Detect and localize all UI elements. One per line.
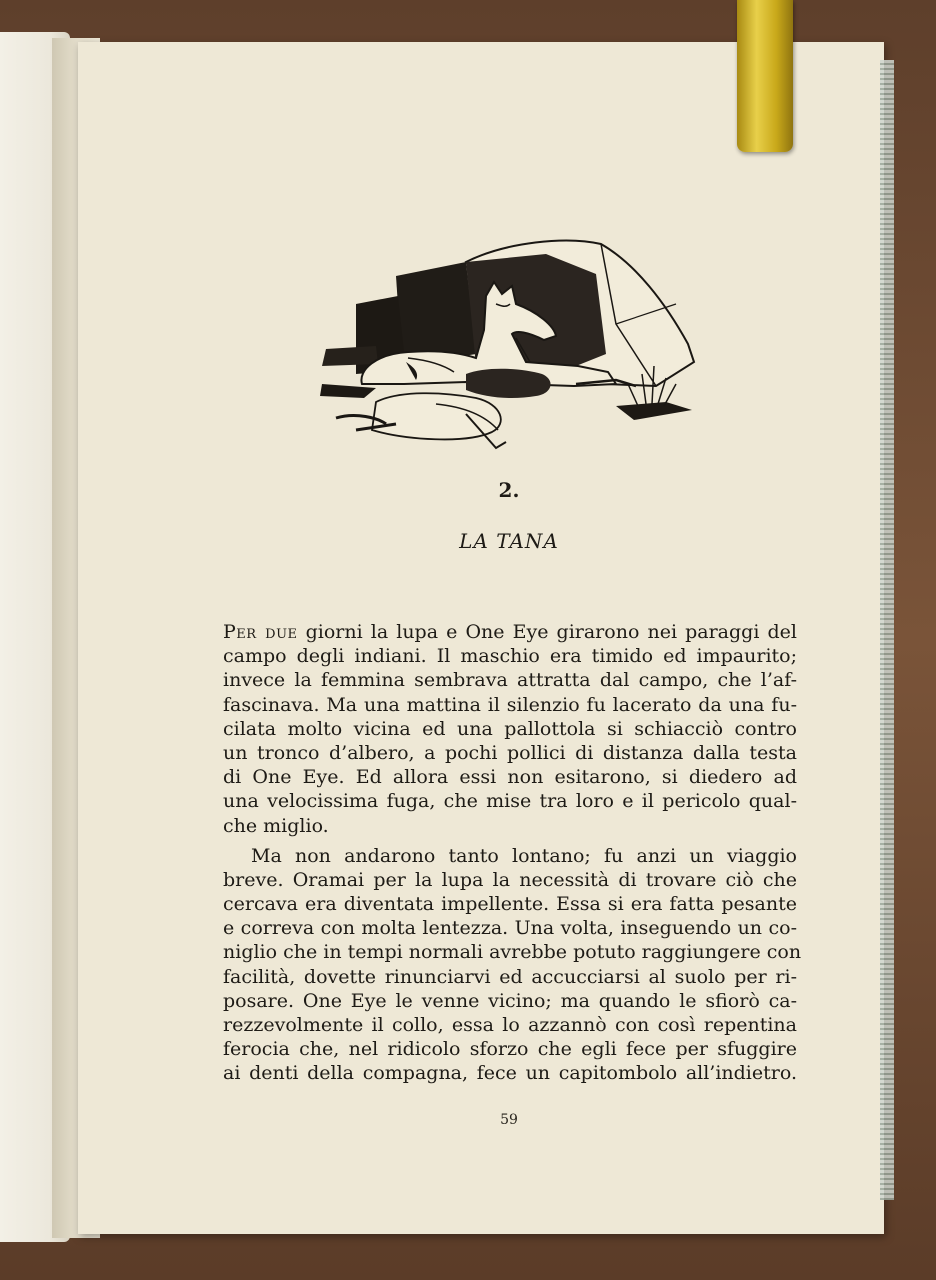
text-line: posare. One Eye le venne vicino; ma quando le sfiorò ca-	[223, 989, 797, 1012]
chapter-title: LA TANA	[459, 529, 559, 553]
text-line: che miglio.	[223, 814, 329, 837]
text-line: breve. Oramai per la lupa la necessità di trovare ciò che	[223, 868, 797, 891]
small-caps-lead: Per due	[223, 621, 298, 643]
text-line: ferocia che, nel ridicolo sforzo che egli fece per sfuggire	[223, 1038, 797, 1061]
book-page	[78, 42, 884, 1234]
text-line: campo degli indiani. Il maschio era timido ed impaurito;	[223, 645, 797, 668]
page-stack-edge	[880, 60, 894, 1200]
wolves-den-illustration	[316, 234, 700, 456]
text-line: niglio che in tempi normali avrebbe potuto raggiungere con	[223, 941, 802, 964]
chapter-body	[223, 620, 802, 1086]
text-line: un tronco d’albero, a pochi pollici di distanza dalla testa	[223, 741, 797, 764]
text-line: e correva con molta lentezza. Una volta, inseguendo un co-	[223, 917, 797, 940]
text-line: di One Eye. Ed allora essi non esitarono, si diedero ad	[223, 766, 797, 789]
text-line: facilità, dovette rinunciarvi ed accucciarsi al suolo per ri-	[223, 965, 797, 988]
text-line: una velocissima fuga, che mise tra loro e il pericolo qual-	[223, 790, 797, 813]
text-line: Ma non andarono tanto lontano; fu anzi un viaggio	[251, 844, 797, 867]
paragraph-1	[223, 620, 797, 838]
bookmark-ribbon	[737, 0, 793, 152]
text-line: ai denti della compagna, fece un capitombolo all’indietro.	[223, 1062, 797, 1085]
text-line: fascinava. Ma una mattina il silenzio fu lacerato da una fu-	[223, 693, 797, 716]
chapter-number: 2.	[498, 478, 520, 502]
page-number: 59	[500, 1112, 518, 1128]
text-line: Per due giorni la lupa e One Eye girarono nei paraggi del	[223, 621, 797, 643]
text-line: invece la femmina sembrava attratta dal campo, che l’af-	[223, 669, 797, 692]
text-line: cercava era diventata impellente. Essa si era fatta pesante	[223, 893, 797, 916]
text-line: rezzevolmente il collo, essa lo azzannò con così repentina	[223, 1014, 797, 1036]
paragraph-2	[223, 844, 802, 1086]
text-line: cilata molto vicina ed una pallottola si schiacciò contro	[223, 717, 797, 740]
